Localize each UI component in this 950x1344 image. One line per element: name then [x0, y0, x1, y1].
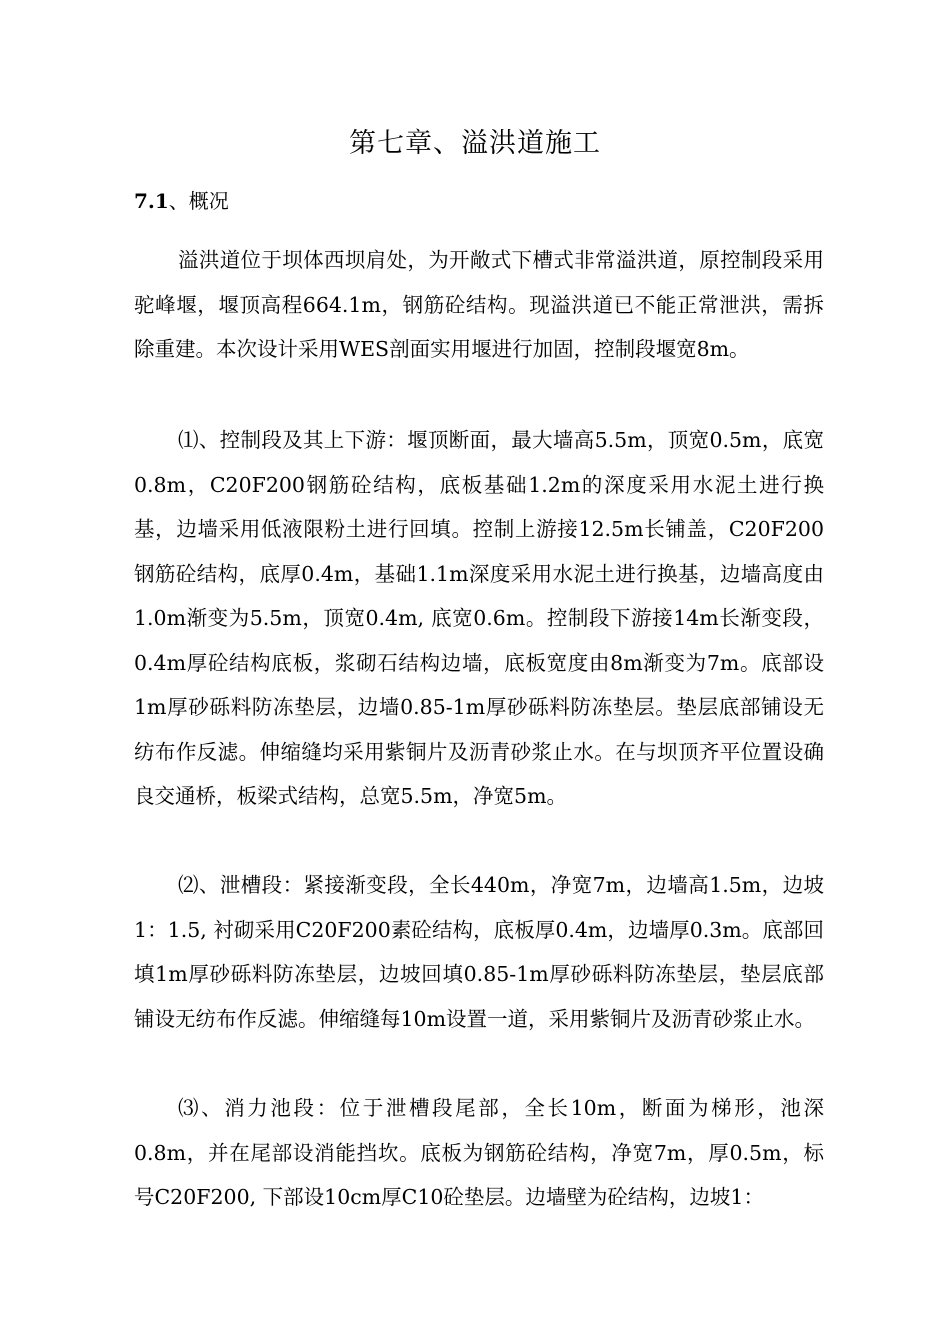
paragraph-stilling-basin: ⑶、消力池段：位于泄槽段尾部，全长10m，断面为梯形，池深0.8m，并在尾部设消能挡坎。底板为钢筋砼结构，净宽7m，厚0.5m，标号C20F200, 下部设10cm厚C10砼垫层。边墙壁为砼结构，边坡1：: [134, 1096, 824, 1209]
section-separator: 、: [168, 189, 189, 213]
paragraph-chute-section: ⑵、泄槽段：紧接渐变段，全长440m，净宽7m，边墙高1.5m，边坡1：1.5, 衬砌采用C20F200素砼结构，底板厚0.4m，边墙厚0.3m。底部回填1m厚砂砾料防冻垫层，边坡回填0.85-1m厚砂砾料防冻垫层，垫层底部铺设无纺布作反滤。伸缩缝每10m设置一道，采用紫铜片及沥青砂浆止水。: [134, 873, 824, 1031]
chapter-title: 第七章、溢洪道施工: [349, 128, 601, 159]
paragraph-control-section: ⑴、控制段及其上下游：堰顶断面，最大墙高5.5m，顶宽0.5m，底宽0.8m，C20F200钢筋砼结构，底板基础1.2m的深度采用水泥土进行换基，边墙采用低液限粉土进行回填。控制上游接12.5m长铺盖，C20F200钢筋砼结构，底厚0.4m，基础1.1m深度采用水泥土进行换基，边墙高度由1.0m渐变为5.5m，顶宽0.4m, 底宽0.6m。控制段下游接14m长渐变段，0.4m厚砼结构底板，浆砌石结构边墙，底板宽度由8m渐变为7m。底部设1m厚砂砾料防冻垫层，边墙0.85-1m厚砂砾料防冻垫层。垫层底部铺设无纺布作反滤。伸缩缝均采用紫铜片及沥青砂浆止水。在与坝顶齐平位置设确良交通桥，板梁式结构，总宽5.5m，净宽5m。: [134, 428, 824, 808]
section-number: 7.1: [134, 189, 169, 213]
section-heading: [134, 185, 229, 217]
section-label: 概况: [188, 189, 229, 213]
paragraph-overview: 溢洪道位于坝体西坝肩处，为开敞式下槽式非常溢洪道，原控制段采用驼峰堰，堰顶高程664.1m，钢筋砼结构。现溢洪道已不能正常泄洪，需拆除重建。本次设计采用WES剖面实用堰进行加固，控制段堰宽8m。: [134, 248, 824, 361]
